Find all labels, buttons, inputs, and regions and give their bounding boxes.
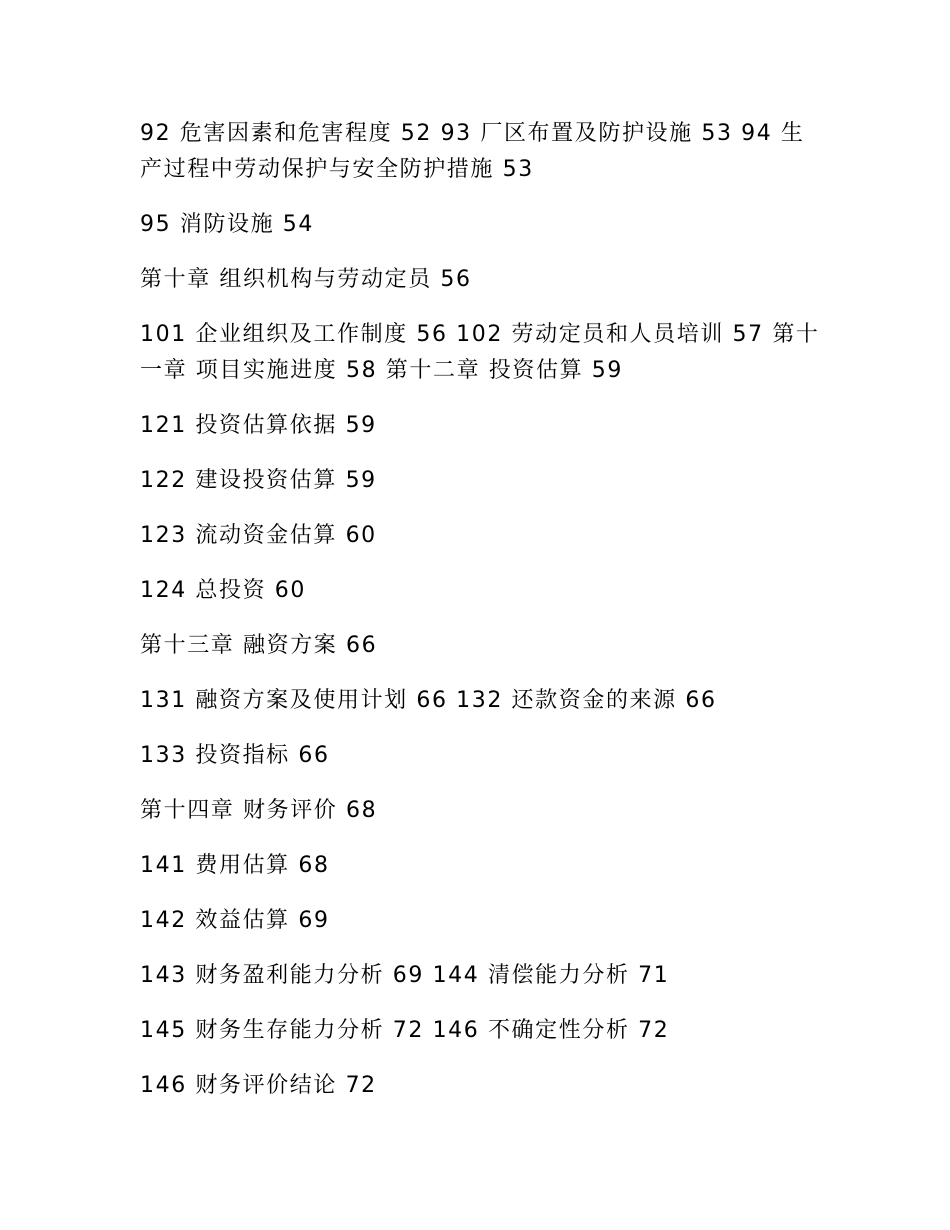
toc-line: 143 财务盈利能力分析 69 144 清偿能力分析 71 [140,963,670,988]
toc-line: 第十四章 财务评价 68 [140,798,378,823]
toc-line: 95 消防设施 54 [140,212,314,237]
toc-line: 123 流动资金估算 60 [140,523,377,548]
toc-line: 142 效益估算 69 [140,908,330,933]
toc-line: 145 财务生存能力分析 72 146 不确定性分析 72 [140,1018,670,1043]
toc-line: 122 建设投资估算 59 [140,468,377,493]
table-of-contents [140,116,820,1123]
toc-line: 133 投资指标 66 [140,743,330,768]
toc-line: 124 总投资 60 [140,578,306,603]
toc-line: 92 危害因素和危害程度 52 93 厂区布置及防护设施 53 94 生产过程中劳动保护与安全防护措施 53 [140,121,805,182]
toc-line: 121 投资估算依据 59 [140,413,377,438]
toc-line: 131 融资方案及使用计划 66 132 还款资金的来源 66 [140,688,717,713]
toc-line: 146 财务评价结论 72 [140,1073,377,1098]
toc-line: 101 企业组织及工作制度 56 102 劳动定员和人员培训 57 第十一章 项目实施进度 58 第十二章 投资估算 59 [140,322,820,383]
toc-line: 第十章 组织机构与劳动定员 56 [140,267,472,292]
toc-line: 第十三章 融资方案 66 [140,633,378,658]
toc-line: 141 费用估算 68 [140,853,330,878]
